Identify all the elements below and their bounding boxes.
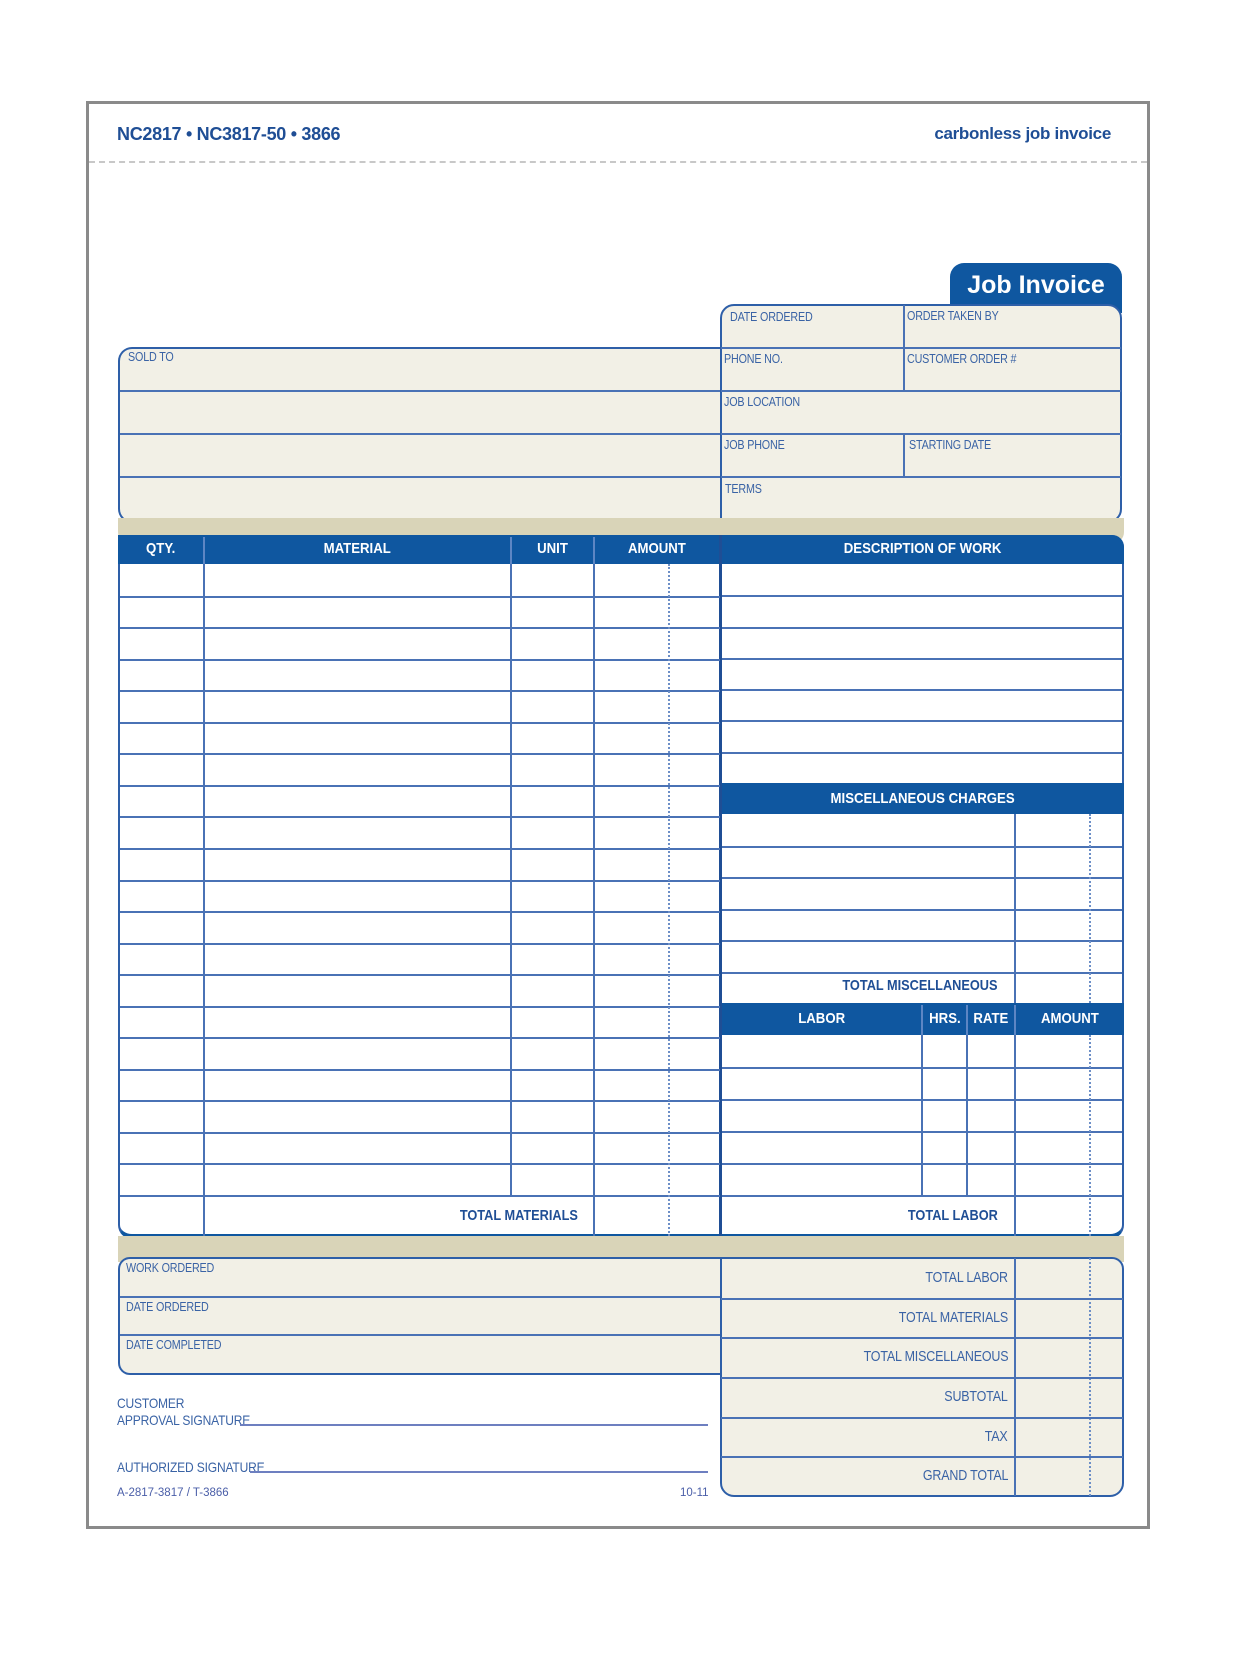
authorized-signature-line[interactable] bbox=[250, 1471, 708, 1473]
description-line[interactable] bbox=[723, 660, 1121, 688]
misc-amount-cell[interactable] bbox=[1016, 879, 1121, 908]
col-divider bbox=[1014, 1035, 1016, 1236]
material-material-cell[interactable] bbox=[205, 1008, 510, 1037]
labor-amount-cell[interactable] bbox=[1017, 1133, 1121, 1162]
material-material-cell[interactable] bbox=[205, 787, 510, 816]
footer-revision: 10-11 bbox=[680, 1487, 709, 1499]
misc-description-cell[interactable] bbox=[723, 911, 1012, 940]
header-divider bbox=[593, 537, 595, 564]
labor-hrs-cell[interactable] bbox=[924, 1037, 965, 1066]
labor-hrs-cell[interactable] bbox=[924, 1133, 965, 1162]
summary-label-total-materials: TOTAL MATERIALS bbox=[898, 1310, 1008, 1326]
total-labor-field[interactable] bbox=[1017, 1197, 1122, 1233]
material-unit-cell[interactable] bbox=[512, 1102, 593, 1131]
material-unit-cell[interactable] bbox=[512, 850, 593, 879]
job-location-field[interactable] bbox=[722, 392, 1120, 432]
summary-amount-field[interactable] bbox=[1016, 1458, 1121, 1494]
material-amount-cell[interactable] bbox=[595, 850, 719, 879]
summary-label-tax: TAX bbox=[985, 1429, 1008, 1445]
material-material-cell[interactable] bbox=[205, 598, 510, 627]
description-line[interactable] bbox=[723, 722, 1121, 750]
material-material-cell[interactable] bbox=[205, 976, 510, 1005]
total-labor-label: TOTAL LABOR bbox=[908, 1207, 998, 1224]
col-divider bbox=[921, 1035, 923, 1195]
col-divider bbox=[966, 1035, 968, 1195]
summary-amount-field[interactable] bbox=[1016, 1300, 1121, 1336]
footer-code: A-2817-3817 / T-3866 bbox=[117, 1487, 229, 1499]
misc-description-cell[interactable] bbox=[723, 942, 1012, 971]
date-completed-label: DATE COMPLETED bbox=[126, 1338, 222, 1352]
material-unit-cell[interactable] bbox=[512, 755, 593, 784]
customer-sig-label-1: CUSTOMER bbox=[117, 1395, 185, 1411]
material-qty-cell[interactable] bbox=[120, 724, 203, 753]
form-title: Job Invoice bbox=[950, 263, 1122, 313]
col-header-material: MATERIAL bbox=[204, 535, 511, 564]
material-qty-cell[interactable] bbox=[120, 1008, 203, 1037]
material-qty-cell[interactable] bbox=[120, 945, 203, 974]
form-type: carbonless job invoice bbox=[934, 124, 1111, 143]
material-qty-cell[interactable] bbox=[120, 1165, 203, 1194]
summary-label-total-labor: TOTAL LABOR bbox=[925, 1270, 1008, 1286]
labor-rate-cell[interactable] bbox=[969, 1101, 1013, 1130]
material-unit-cell[interactable] bbox=[512, 818, 593, 847]
material-unit-cell[interactable] bbox=[512, 566, 593, 595]
material-unit-cell[interactable] bbox=[512, 629, 593, 658]
work-ordered-field[interactable] bbox=[120, 1259, 720, 1296]
material-material-cell[interactable] bbox=[205, 755, 510, 784]
material-amount-cell[interactable] bbox=[595, 1165, 719, 1194]
date-ordered-label: DATE ORDERED bbox=[730, 310, 813, 324]
misc-description-cell[interactable] bbox=[723, 816, 1012, 845]
col-divider bbox=[903, 433, 905, 477]
material-material-cell[interactable] bbox=[205, 566, 510, 595]
labor-rate-cell[interactable] bbox=[969, 1133, 1013, 1162]
order-taken-by-label: ORDER TAKEN BY bbox=[907, 309, 999, 323]
labor-labor-cell[interactable] bbox=[723, 1165, 920, 1194]
material-unit-cell[interactable] bbox=[512, 598, 593, 627]
work-date-ordered-field[interactable] bbox=[120, 1298, 720, 1334]
material-qty-cell[interactable] bbox=[120, 913, 203, 942]
col-header-labor-amount: AMOUNT bbox=[1015, 1003, 1124, 1035]
material-material-cell[interactable] bbox=[205, 724, 510, 753]
header-divider bbox=[966, 1005, 968, 1035]
customer-order-label: CUSTOMER ORDER # bbox=[907, 352, 1017, 366]
material-qty-cell[interactable] bbox=[120, 661, 203, 690]
total-materials-label: TOTAL MATERIALS bbox=[459, 1207, 578, 1224]
material-material-cell[interactable] bbox=[205, 850, 510, 879]
labor-hrs-cell[interactable] bbox=[924, 1165, 965, 1194]
work-date-ordered-label: DATE ORDERED bbox=[126, 1300, 209, 1314]
material-material-cell[interactable] bbox=[205, 882, 510, 911]
summary-label-total-miscellaneous: TOTAL MISCELLANEOUS bbox=[863, 1349, 1008, 1365]
material-material-cell[interactable] bbox=[205, 945, 510, 974]
labor-amount-cell[interactable] bbox=[1017, 1037, 1121, 1066]
material-amount-cell[interactable] bbox=[595, 1008, 719, 1037]
starting-date-label: STARTING DATE bbox=[909, 438, 991, 452]
sold-to-field-1[interactable] bbox=[120, 352, 720, 388]
material-amount-cell[interactable] bbox=[595, 566, 719, 595]
material-qty-cell[interactable] bbox=[120, 598, 203, 627]
material-qty-cell[interactable] bbox=[120, 1071, 203, 1100]
material-amount-cell[interactable] bbox=[595, 1102, 719, 1131]
summary-label-subtotal: SUBTOTAL bbox=[944, 1389, 1008, 1405]
material-qty-cell[interactable] bbox=[120, 755, 203, 784]
misc-charges-header: MISCELLANEOUS CHARGES bbox=[722, 783, 1124, 814]
material-qty-cell[interactable] bbox=[120, 692, 203, 721]
material-qty-cell[interactable] bbox=[120, 1134, 203, 1163]
misc-amount-cell[interactable] bbox=[1016, 848, 1121, 877]
material-material-cell[interactable] bbox=[205, 818, 510, 847]
header-divider bbox=[203, 537, 205, 564]
date-ordered-field[interactable] bbox=[722, 306, 902, 346]
material-unit-cell[interactable] bbox=[512, 787, 593, 816]
description-line[interactable] bbox=[723, 754, 1121, 782]
summary-label-grand-total: GRAND TOTAL bbox=[922, 1468, 1008, 1484]
phone-no-field[interactable] bbox=[722, 349, 902, 389]
material-unit-cell[interactable] bbox=[512, 1165, 593, 1194]
form-numbers: NC2817 • NC3817-50 • 3866 bbox=[117, 124, 341, 144]
material-amount-cell[interactable] bbox=[595, 692, 719, 721]
labor-labor-cell[interactable] bbox=[723, 1069, 920, 1098]
material-amount-cell[interactable] bbox=[595, 945, 719, 974]
labor-amount-cell[interactable] bbox=[1017, 1165, 1121, 1194]
material-unit-cell[interactable] bbox=[512, 1071, 593, 1100]
material-material-cell[interactable] bbox=[205, 1071, 510, 1100]
job-location-label: JOB LOCATION bbox=[724, 395, 800, 409]
material-qty-cell[interactable] bbox=[120, 629, 203, 658]
material-unit-cell[interactable] bbox=[512, 661, 593, 690]
summary-amount-field[interactable] bbox=[1016, 1379, 1121, 1415]
sold-to-field-2[interactable] bbox=[120, 392, 720, 432]
authorized-sig-label: AUTHORIZED SIGNATURE bbox=[117, 1459, 265, 1475]
work-ordered-label: WORK ORDERED bbox=[126, 1261, 215, 1275]
material-amount-cell[interactable] bbox=[595, 1071, 719, 1100]
sold-to-field-3[interactable] bbox=[120, 435, 720, 475]
misc-amount-cell[interactable] bbox=[1016, 911, 1121, 940]
material-amount-cell[interactable] bbox=[595, 818, 719, 847]
total-materials-field[interactable] bbox=[596, 1197, 718, 1233]
phone-no-label: PHONE NO. bbox=[724, 352, 783, 366]
material-material-cell[interactable] bbox=[205, 692, 510, 721]
material-amount-cell[interactable] bbox=[595, 629, 719, 658]
misc-description-cell[interactable] bbox=[723, 848, 1012, 877]
material-material-cell[interactable] bbox=[205, 1102, 510, 1131]
col-header-qty: QTY. bbox=[118, 535, 204, 564]
customer-order-field[interactable] bbox=[906, 349, 1120, 389]
misc-amount-cell[interactable] bbox=[1016, 942, 1121, 971]
description-header: DESCRIPTION OF WORK bbox=[722, 535, 1124, 564]
material-material-cell[interactable] bbox=[205, 913, 510, 942]
material-amount-cell[interactable] bbox=[595, 661, 719, 690]
summary-amount-field[interactable] bbox=[1016, 1339, 1121, 1375]
terms-field[interactable] bbox=[722, 478, 1120, 520]
material-unit-cell[interactable] bbox=[512, 1008, 593, 1037]
total-misc-label: TOTAL MISCELLANEOUS bbox=[842, 977, 998, 994]
material-amount-cell[interactable] bbox=[595, 976, 719, 1005]
starting-date-field[interactable] bbox=[906, 435, 1120, 475]
material-qty-cell[interactable] bbox=[120, 1102, 203, 1131]
labor-hrs-cell[interactable] bbox=[924, 1101, 965, 1130]
material-unit-cell[interactable] bbox=[512, 913, 593, 942]
labor-amount-cell[interactable] bbox=[1017, 1101, 1121, 1130]
material-material-cell[interactable] bbox=[205, 1134, 510, 1163]
labor-labor-cell[interactable] bbox=[723, 1037, 920, 1066]
misc-description-cell[interactable] bbox=[723, 879, 1012, 908]
material-unit-cell[interactable] bbox=[512, 945, 593, 974]
labor-labor-cell[interactable] bbox=[723, 1101, 920, 1130]
material-unit-cell[interactable] bbox=[512, 724, 593, 753]
labor-rate-cell[interactable] bbox=[969, 1165, 1013, 1194]
material-qty-cell[interactable] bbox=[120, 850, 203, 879]
material-amount-cell[interactable] bbox=[595, 882, 719, 911]
job-phone-field[interactable] bbox=[722, 435, 902, 475]
material-material-cell[interactable] bbox=[205, 629, 510, 658]
col-header-hrs: HRS. bbox=[922, 1003, 967, 1035]
material-unit-cell[interactable] bbox=[512, 692, 593, 721]
material-material-cell[interactable] bbox=[205, 1039, 510, 1068]
col-header-rate: RATE bbox=[967, 1003, 1015, 1035]
material-amount-cell[interactable] bbox=[595, 755, 719, 784]
material-qty-cell[interactable] bbox=[120, 1039, 203, 1068]
labor-labor-cell[interactable] bbox=[723, 1133, 920, 1162]
order-taken-by-field[interactable] bbox=[906, 306, 1120, 346]
col-header-unit: UNIT bbox=[511, 535, 594, 564]
labor-rate-cell[interactable] bbox=[969, 1037, 1013, 1066]
material-qty-cell[interactable] bbox=[120, 976, 203, 1005]
customer-sig-label-2: APPROVAL SIGNATURE bbox=[117, 1412, 251, 1428]
labor-amount-cell[interactable] bbox=[1017, 1069, 1121, 1098]
misc-amount-cell[interactable] bbox=[1016, 816, 1121, 845]
description-line[interactable] bbox=[723, 691, 1121, 719]
material-amount-cell[interactable] bbox=[595, 913, 719, 942]
sold-to-field-4[interactable] bbox=[120, 478, 720, 520]
material-unit-cell[interactable] bbox=[512, 976, 593, 1005]
material-qty-cell[interactable] bbox=[120, 882, 203, 911]
perforation-line bbox=[89, 161, 1147, 163]
material-unit-cell[interactable] bbox=[512, 1039, 593, 1068]
material-amount-cell[interactable] bbox=[595, 598, 719, 627]
material-unit-cell[interactable] bbox=[512, 882, 593, 911]
customer-signature-line[interactable] bbox=[240, 1424, 708, 1426]
total-misc-field[interactable] bbox=[1016, 974, 1121, 1002]
material-qty-cell[interactable] bbox=[120, 787, 203, 816]
sold-to-label: SOLD TO bbox=[128, 350, 174, 364]
material-material-cell[interactable] bbox=[205, 661, 510, 690]
description-line[interactable] bbox=[723, 597, 1121, 625]
labor-hrs-cell[interactable] bbox=[924, 1069, 965, 1098]
material-amount-cell[interactable] bbox=[595, 1039, 719, 1068]
material-qty-cell[interactable] bbox=[120, 566, 203, 595]
job-phone-label: JOB PHONE bbox=[724, 438, 785, 452]
material-qty-cell[interactable] bbox=[120, 818, 203, 847]
header-divider bbox=[921, 1005, 923, 1035]
col-header-labor: LABOR bbox=[722, 1003, 921, 1035]
terms-label: TERMS bbox=[725, 482, 762, 496]
labor-rate-cell[interactable] bbox=[969, 1069, 1013, 1098]
summary-amount-field[interactable] bbox=[1016, 1260, 1121, 1296]
material-amount-cell[interactable] bbox=[595, 787, 719, 816]
material-unit-cell[interactable] bbox=[512, 1134, 593, 1163]
material-material-cell[interactable] bbox=[205, 1165, 510, 1194]
date-completed-field[interactable] bbox=[120, 1336, 720, 1372]
description-line[interactable] bbox=[723, 629, 1121, 657]
summary-amount-field[interactable] bbox=[1016, 1419, 1121, 1455]
description-line[interactable] bbox=[723, 566, 1121, 594]
header-divider bbox=[1014, 1005, 1016, 1035]
header-divider bbox=[510, 537, 512, 564]
col-header-amount: AMOUNT bbox=[594, 535, 720, 564]
material-amount-cell[interactable] bbox=[595, 724, 719, 753]
material-amount-cell[interactable] bbox=[595, 1134, 719, 1163]
